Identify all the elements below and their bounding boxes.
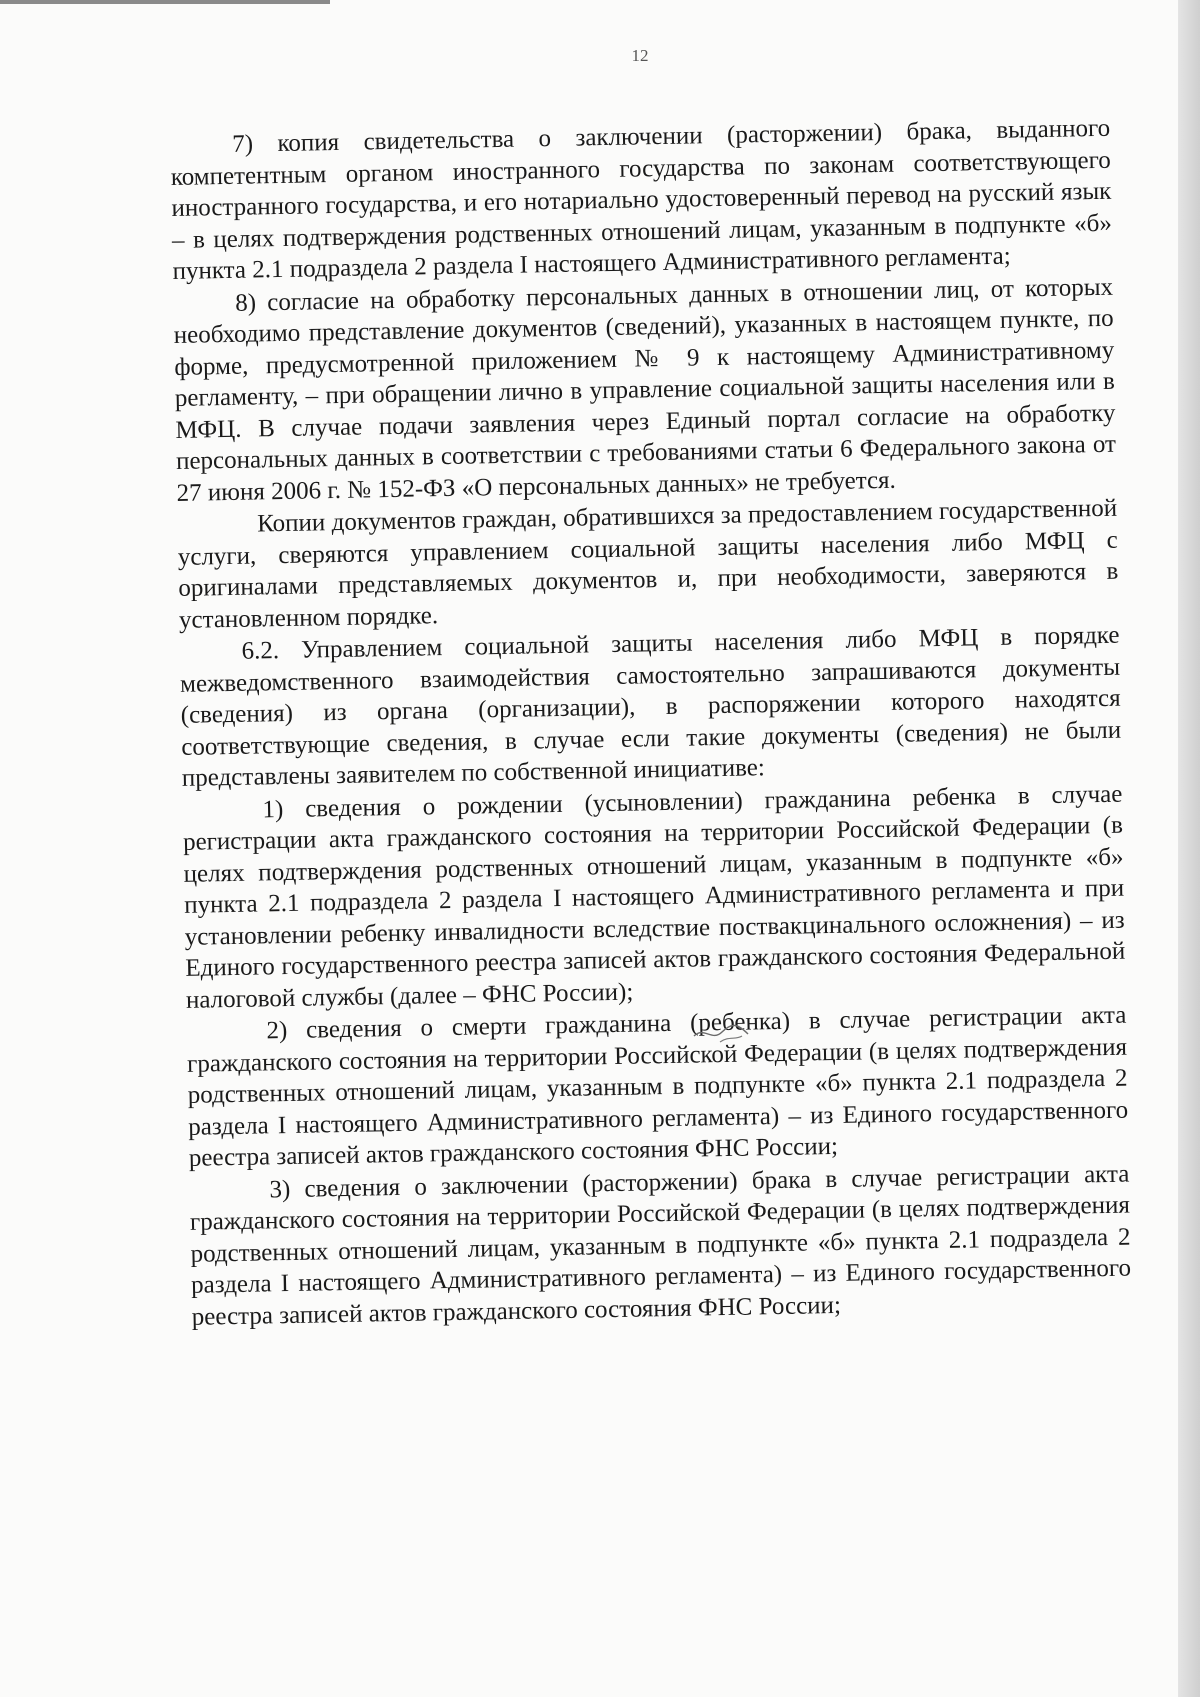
page-number: 12: [631, 46, 649, 65]
paragraph-subitem-3: 3) сведения о заключении (расторжении) брака в случае регистрации акта гражданского состояния на территории Российской Федерации (в целях подтверждения родственных отношений лицам, указанным в подпункте «б» пункта 2.1 подраздела 2 раздела I настоящего Административного регламента) – из Единого государственного реестра записей актов гражданского состояния ФНС России;: [189, 1160, 1132, 1331]
document-body: [170, 113, 1132, 1333]
paragraph-item-8: 8) согласие на обработку персональных данных в отношении лиц, от которых необходимо представление документов (сведений), указанных в настоящем пункте, по форме, предусмотренной приложением № 9 к настоящему Административному регламенту, – при обращении лично в управление социальной защиты населения или в МФЦ. В случае подачи заявления через Единый портал согласие на обработку персональных данных в соответствии с требованиями статьи 6 Федерального закона от 27 июня 2006 г. № 152-ФЗ «О персональных данных» не требуется.: [173, 273, 1117, 507]
scan-right-edge: [1178, 0, 1200, 1697]
paragraph-subitem-1: 1) сведения о рождении (усыновлении) гражданина ребенка в случае регистрации акта гражданского состояния на территории Российской Федерации (в целях подтверждения родственных отношений лицам, указанным в подпункте «б» пункта 2.1 подраздела 2 раздела I настоящего Административного регламента и при установлении ребенку инвалидности вследствие поствакцинального осложнения) – из Единого государственного реестра записей актов гражданского состояния Федеральной налоговой службы (далее – ФНС России);: [182, 780, 1126, 1014]
paragraph-item-7: 7) копия свидетельства о заключении (расторжении) брака, выданного компетентным органом иностранного государства по законам соответствующего иностранного государства, и его нотариально удостоверенный перевод на русский язык – в целях подтверждения родственных отношений лицам, указанным в подпункте «б» пункта 2.1 подраздела 2 раздела I настоящего Административного регламента;: [170, 114, 1113, 285]
paragraph-copies: Копии документов граждан, обратившихся за предоставлением государственной услуги, сверяются управлением социальной защиты населения либо МФЦ с оригиналами представляемых документов и, при необходимости, заверяются в установленном порядке.: [177, 494, 1119, 634]
handwritten-pen-mark: [690, 1012, 760, 1052]
paragraph-6-2: 6.2. Управлением социальной защиты населения либо МФЦ в порядке межведомственного взаимодействия самостоятельно запрашиваются документы (сведения) из органа (организации), в распоряжении которого находятся соответствующие сведения, в случае если такие документы (сведения) не были представлены заявителем по собственной инициативе:: [179, 621, 1122, 792]
scan-top-edge: [0, 0, 330, 4]
paragraph-subitem-2: 2) сведения о смерти гражданина (ребенка) в случае регистрации акта гражданского состояния на территории Российской Федерации (в целях подтверждения родственных отношений лицам, указанным в подпункте «б» пункта 2.1 подраздела 2 раздела I настоящего Административного регламента) – из Единого государственного реестра записей актов гражданского состояния ФНС России;: [186, 1001, 1129, 1172]
